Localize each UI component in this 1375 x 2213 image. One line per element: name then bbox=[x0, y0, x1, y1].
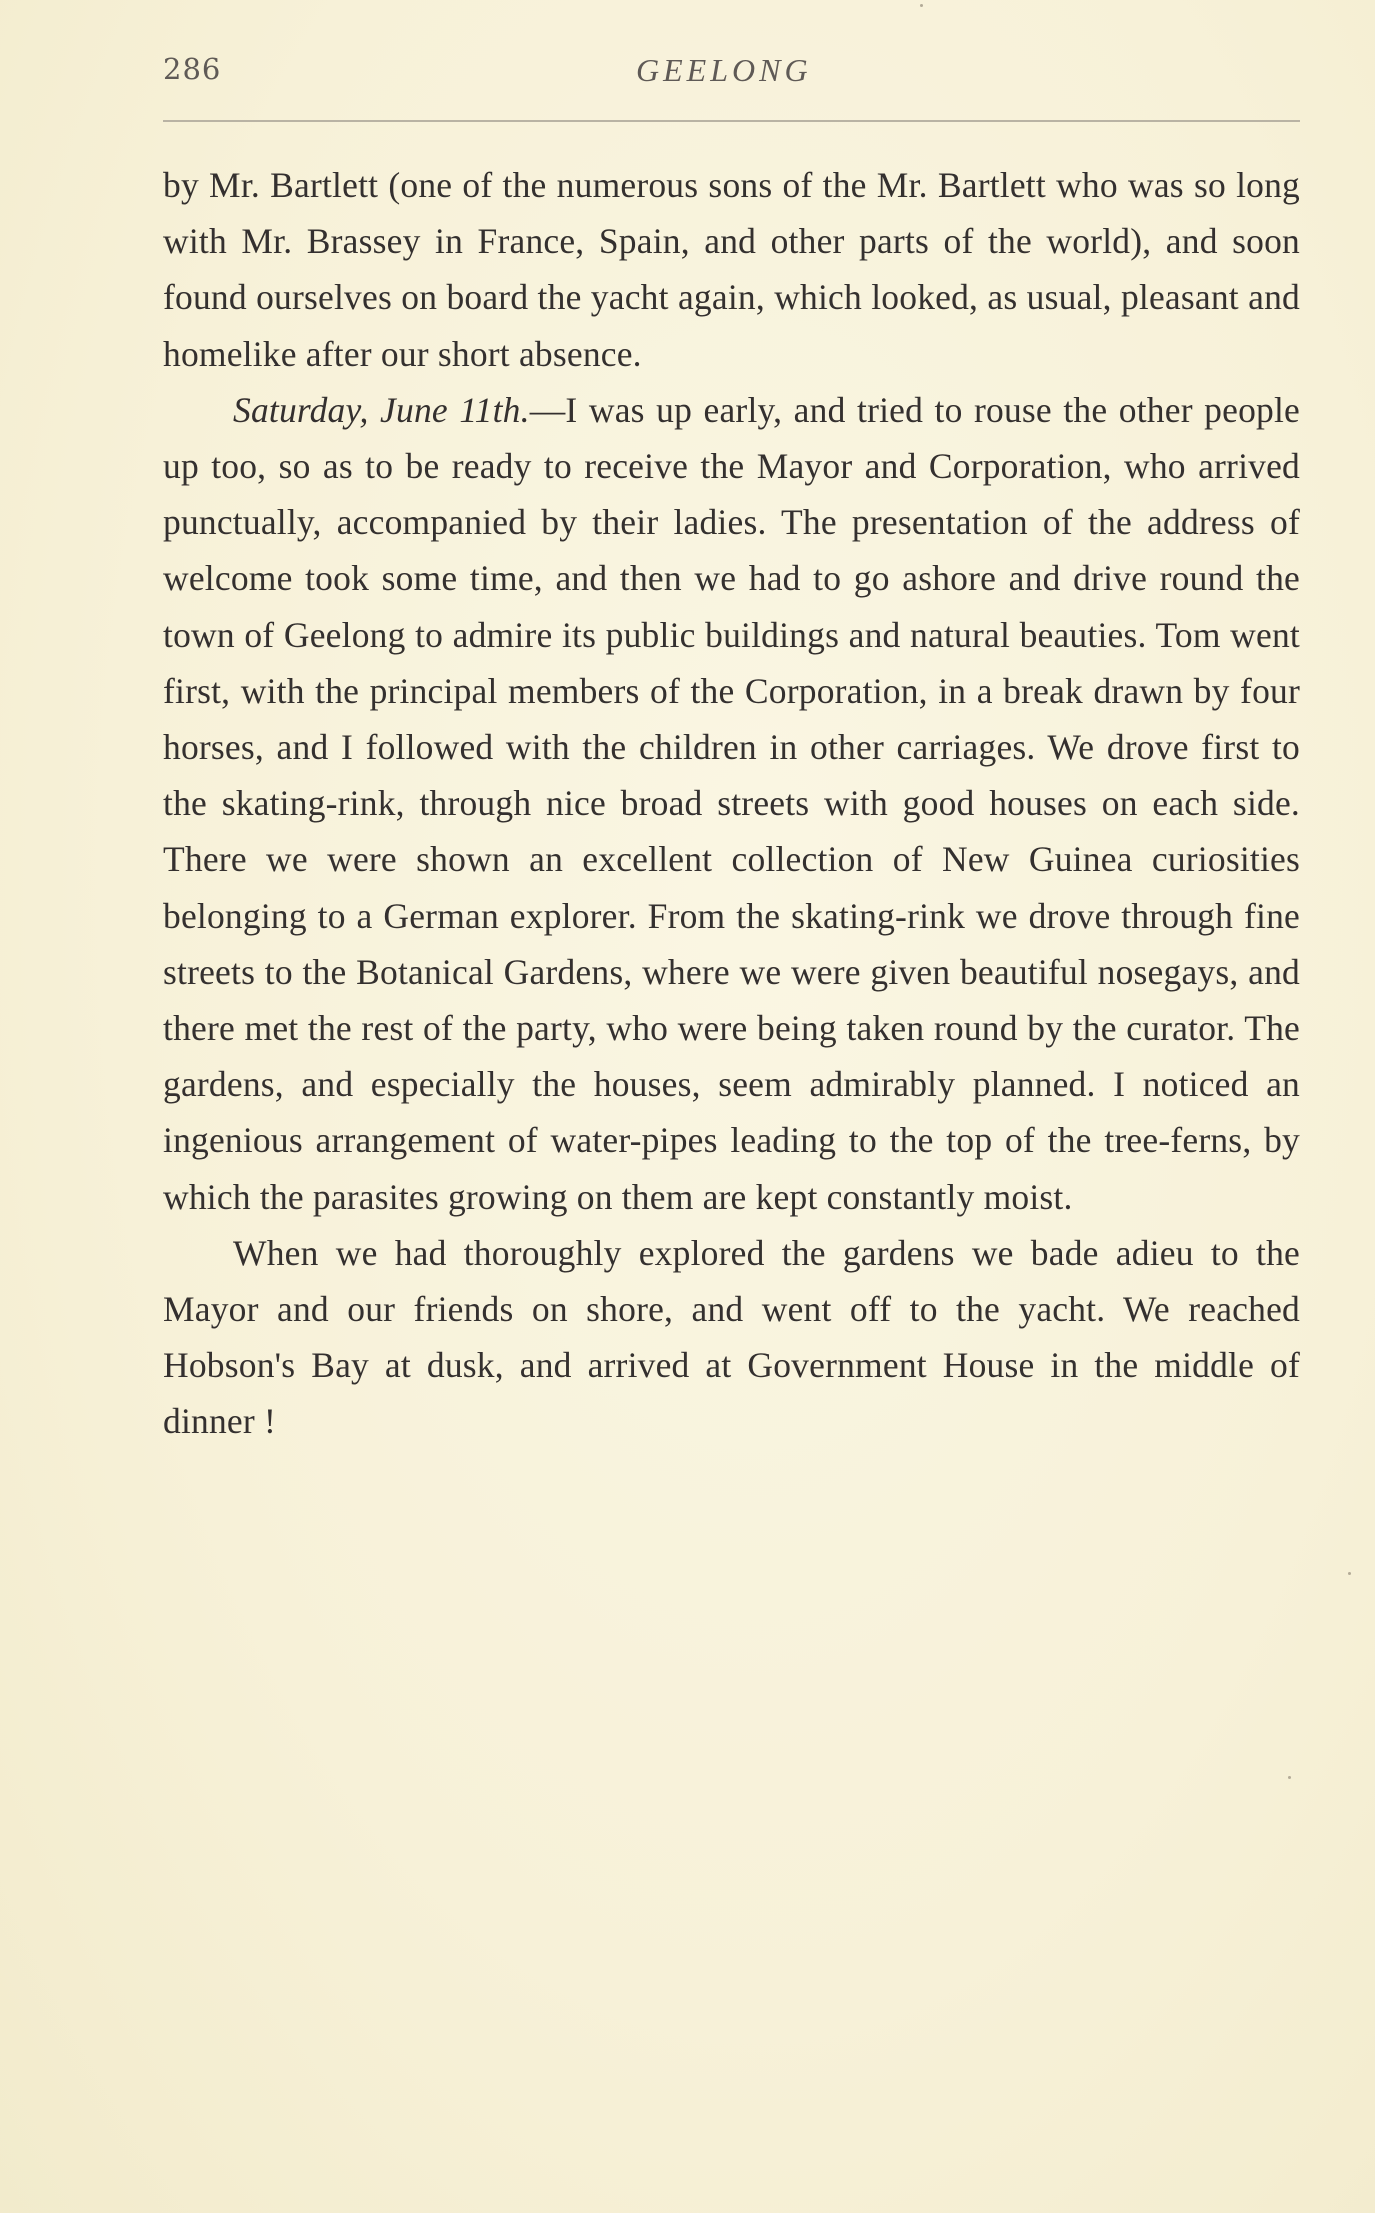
running-head: GEELONG bbox=[636, 52, 812, 88]
paragraph: When we had thoroughly explored the gardens we bade adieu to the Mayor and our friends on shore, and went off to the yacht. We reached Hobson's Bay at dusk, and arrived at Government House in the middle of dinner ! bbox=[163, 1232, 1300, 1442]
header-rule bbox=[163, 120, 1300, 122]
page-number: 286 bbox=[163, 52, 222, 86]
paragraph bbox=[163, 382, 1300, 1225]
paragraph: by Mr. Bartlett (one of the numerous sons of the Mr. Bartlett who was so long with Mr. Brassey in France, Spain, and other parts of the world), and soon found ourselves on board the yacht again, which looked, as usual, pleasant and homelike after our short absence. bbox=[163, 165, 1300, 374]
paragraph-text: —I was up early, and tried to rouse the other people up too, so as to be ready to receive the Mayor and Corporation, who arrived punctually, accompanied by their ladies. The presentation of the address of welcome took some time, and then we had to go ashore and drive round the town of Geelong to admire its public buildings and natural beauties. Tom went first, with the principal members of the Corporation, in a break drawn by four horses, and I followed with the children in other carriages. We drove first to the skating-rink, through nice broad streets with good houses on each side. There we were shown an excellent collection of New Guinea curiosities belonging to a German explorer. From the skating-rink we drove through fine streets to the Botanical Gardens, where we were given beautiful nosegays, and there met the rest of the party, who were being taken round by the curator. The gardens, and especially the houses, seem admirably planned. I noticed an ingenious arrangement of water-pipes leading to the top of the tree-ferns, by which the parasites growing on them are kept constantly moist. bbox=[163, 389, 1301, 1217]
paper-speck bbox=[1348, 1572, 1351, 1575]
body-text bbox=[163, 157, 1300, 1450]
paper-speck bbox=[1288, 1776, 1291, 1779]
date-heading: Saturday, June 11th. bbox=[233, 389, 530, 430]
page-header bbox=[163, 52, 1300, 102]
paper-speck bbox=[920, 4, 923, 7]
